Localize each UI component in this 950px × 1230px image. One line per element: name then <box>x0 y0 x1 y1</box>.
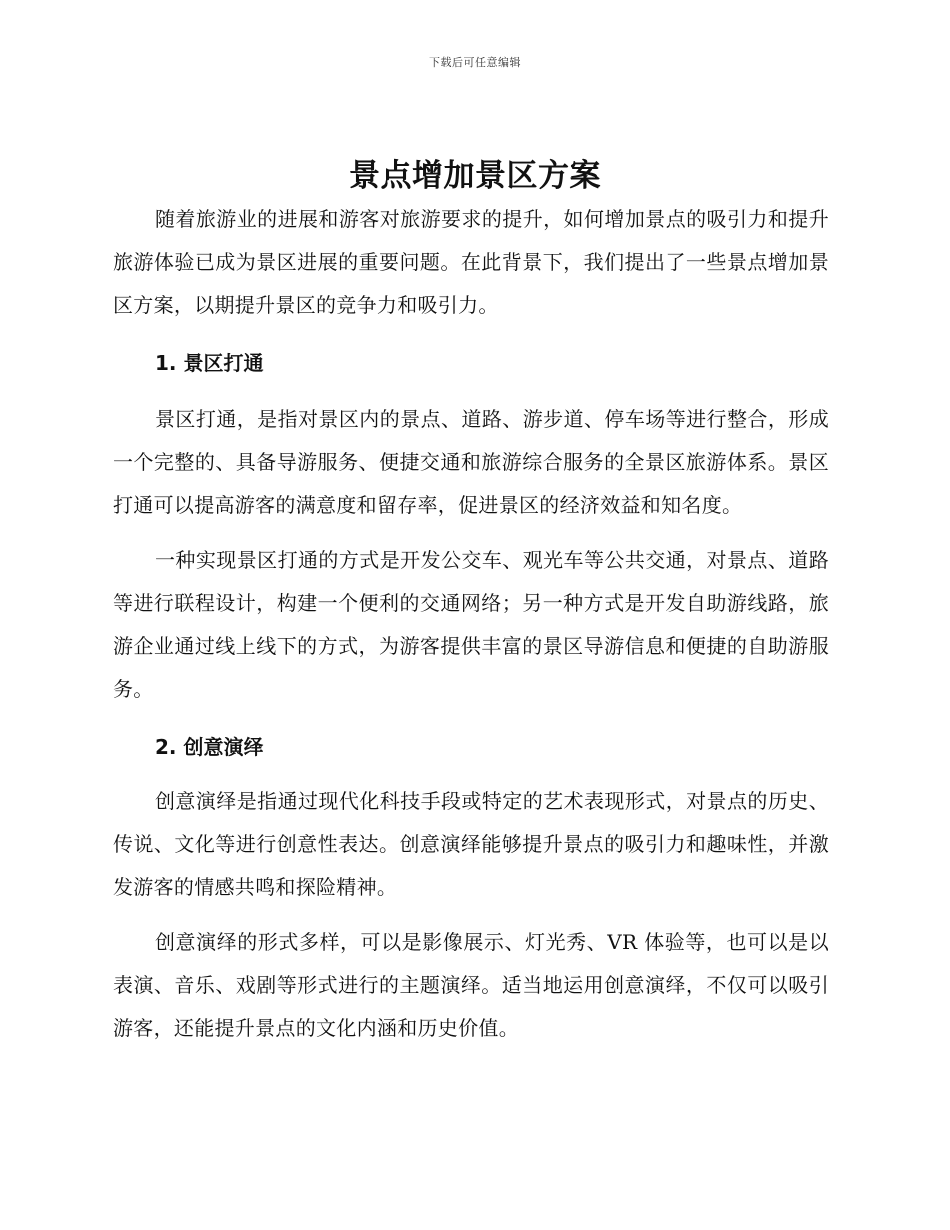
section-heading-1: 1. 景区打通 <box>155 351 264 375</box>
section-2-paragraph-1: 创意演绎是指通过现代化科技手段或特定的艺术表现形式，对景点的历史、传说、文化等进行创意性表达。创意演绎能够提升景点的吸引力和趣味性，并激发游客的情感共鸣和探险精神。 <box>113 789 829 899</box>
section-1-paragraph-1: 景区打通，是指对景区内的景点、道路、游步道、停车场等进行整合，形成一个完整的、具备导游服务、便捷交通和旅游综合服务的全景区旅游体系。景区打通可以提高游客的满意度和留存率，促进景区的经济效益和知名度。 <box>113 407 829 517</box>
document-title: 景点增加景区方案 <box>349 158 601 194</box>
section-2-paragraph-2: 创意演绎的形式多样，可以是影像展示、灯光秀、VR 体验等，也可以是以表演、音乐、戏剧等形式进行的主题演绎。适当地运用创意演绎，不仅可以吸引游客，还能提升景点的文化内涵和历史价值。 <box>113 930 829 1040</box>
document-body <box>113 198 829 1050</box>
header-note: 下载后可任意编辑 <box>429 56 521 69</box>
section-heading-2: 2. 创意演绎 <box>155 735 264 759</box>
section-1-paragraph-2: 一种实现景区打通的方式是开发公交车、观光车等公共交通，对景点、道路等进行联程设计，构建一个便利的交通网络；另一种方式是开发自助游线路，旅游企业通过线上线下的方式，为游客提供丰富的景区导游信息和便捷的自助游服务。 <box>113 548 829 701</box>
intro-paragraph: 随着旅游业的进展和游客对旅游要求的提升，如何增加景点的吸引力和提升旅游体验已成为景区进展的重要问题。在此背景下，我们提出了一些景点增加景区方案，以期提升景区的竞争力和吸引力。 <box>113 207 829 317</box>
